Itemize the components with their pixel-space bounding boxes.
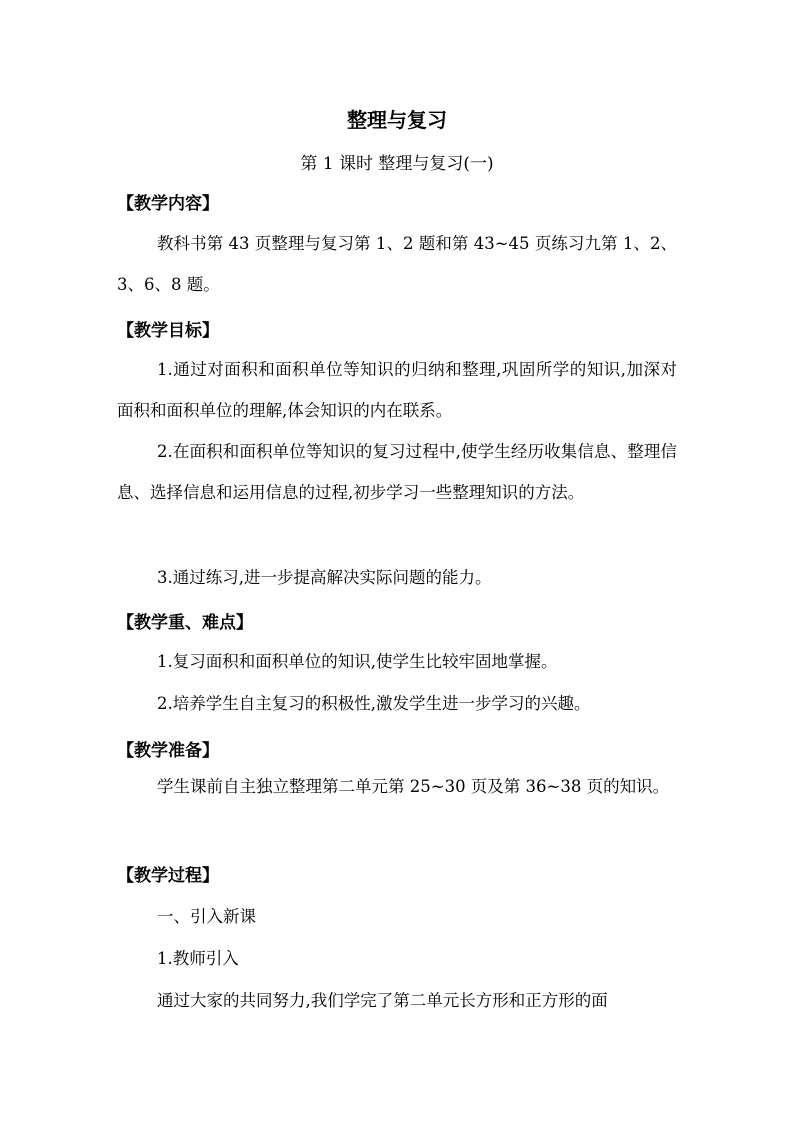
goal-item-1: 1.通过对面积和面积单位等知识的归纳和整理,巩固所学的知识,加深对面积和面积单位的理解,体会知识的内在联系。 — [117, 360, 677, 420]
preparation-text: 学生课前自主独立整理第二单元第 25~30 页及第 36~38 页的知识。 — [157, 777, 670, 796]
key-point-1: 1.复习面积和面积单位的知识,使学生比较牢固地掌握。 — [157, 652, 558, 671]
goal-item-3: 3.通过练习,进一步提高解决实际问题的能力。 — [157, 568, 492, 587]
goal-item-2: 2.在面积和面积单位等知识的复习过程中,使学生经历收集信息、整理信息、选择信息和运用信息的过程,初步学习一些整理知识的方法。 — [117, 442, 677, 502]
heading-teaching-process: 【教学过程】 — [117, 866, 219, 886]
heading-key-points: 【教学重、难点】 — [117, 613, 253, 633]
heading-teaching-goals: 【教学目标】 — [117, 321, 219, 341]
key-point-2: 2.培养学生自主复习的积极性,激发学生进一步学习的兴趣。 — [157, 694, 591, 713]
heading-teaching-content: 【教学内容】 — [117, 194, 219, 214]
process-step-1-1: 1.教师引入 — [157, 949, 239, 968]
heading-preparation: 【教学准备】 — [117, 741, 219, 761]
page-title: 整理与复习 — [347, 108, 447, 132]
teaching-content-text: 教科书第 43 页整理与复习第 1、2 题和第 43~45 页练习九第 1、2、3、6、8 题。 — [117, 234, 677, 294]
lesson-subtitle: 第 1 课时 整理与复习(一) — [300, 154, 494, 174]
process-text: 通过大家的共同努力,我们学完了第二单元长方形和正方形的面 — [157, 991, 608, 1010]
process-step-1: 一、引入新课 — [157, 907, 256, 926]
